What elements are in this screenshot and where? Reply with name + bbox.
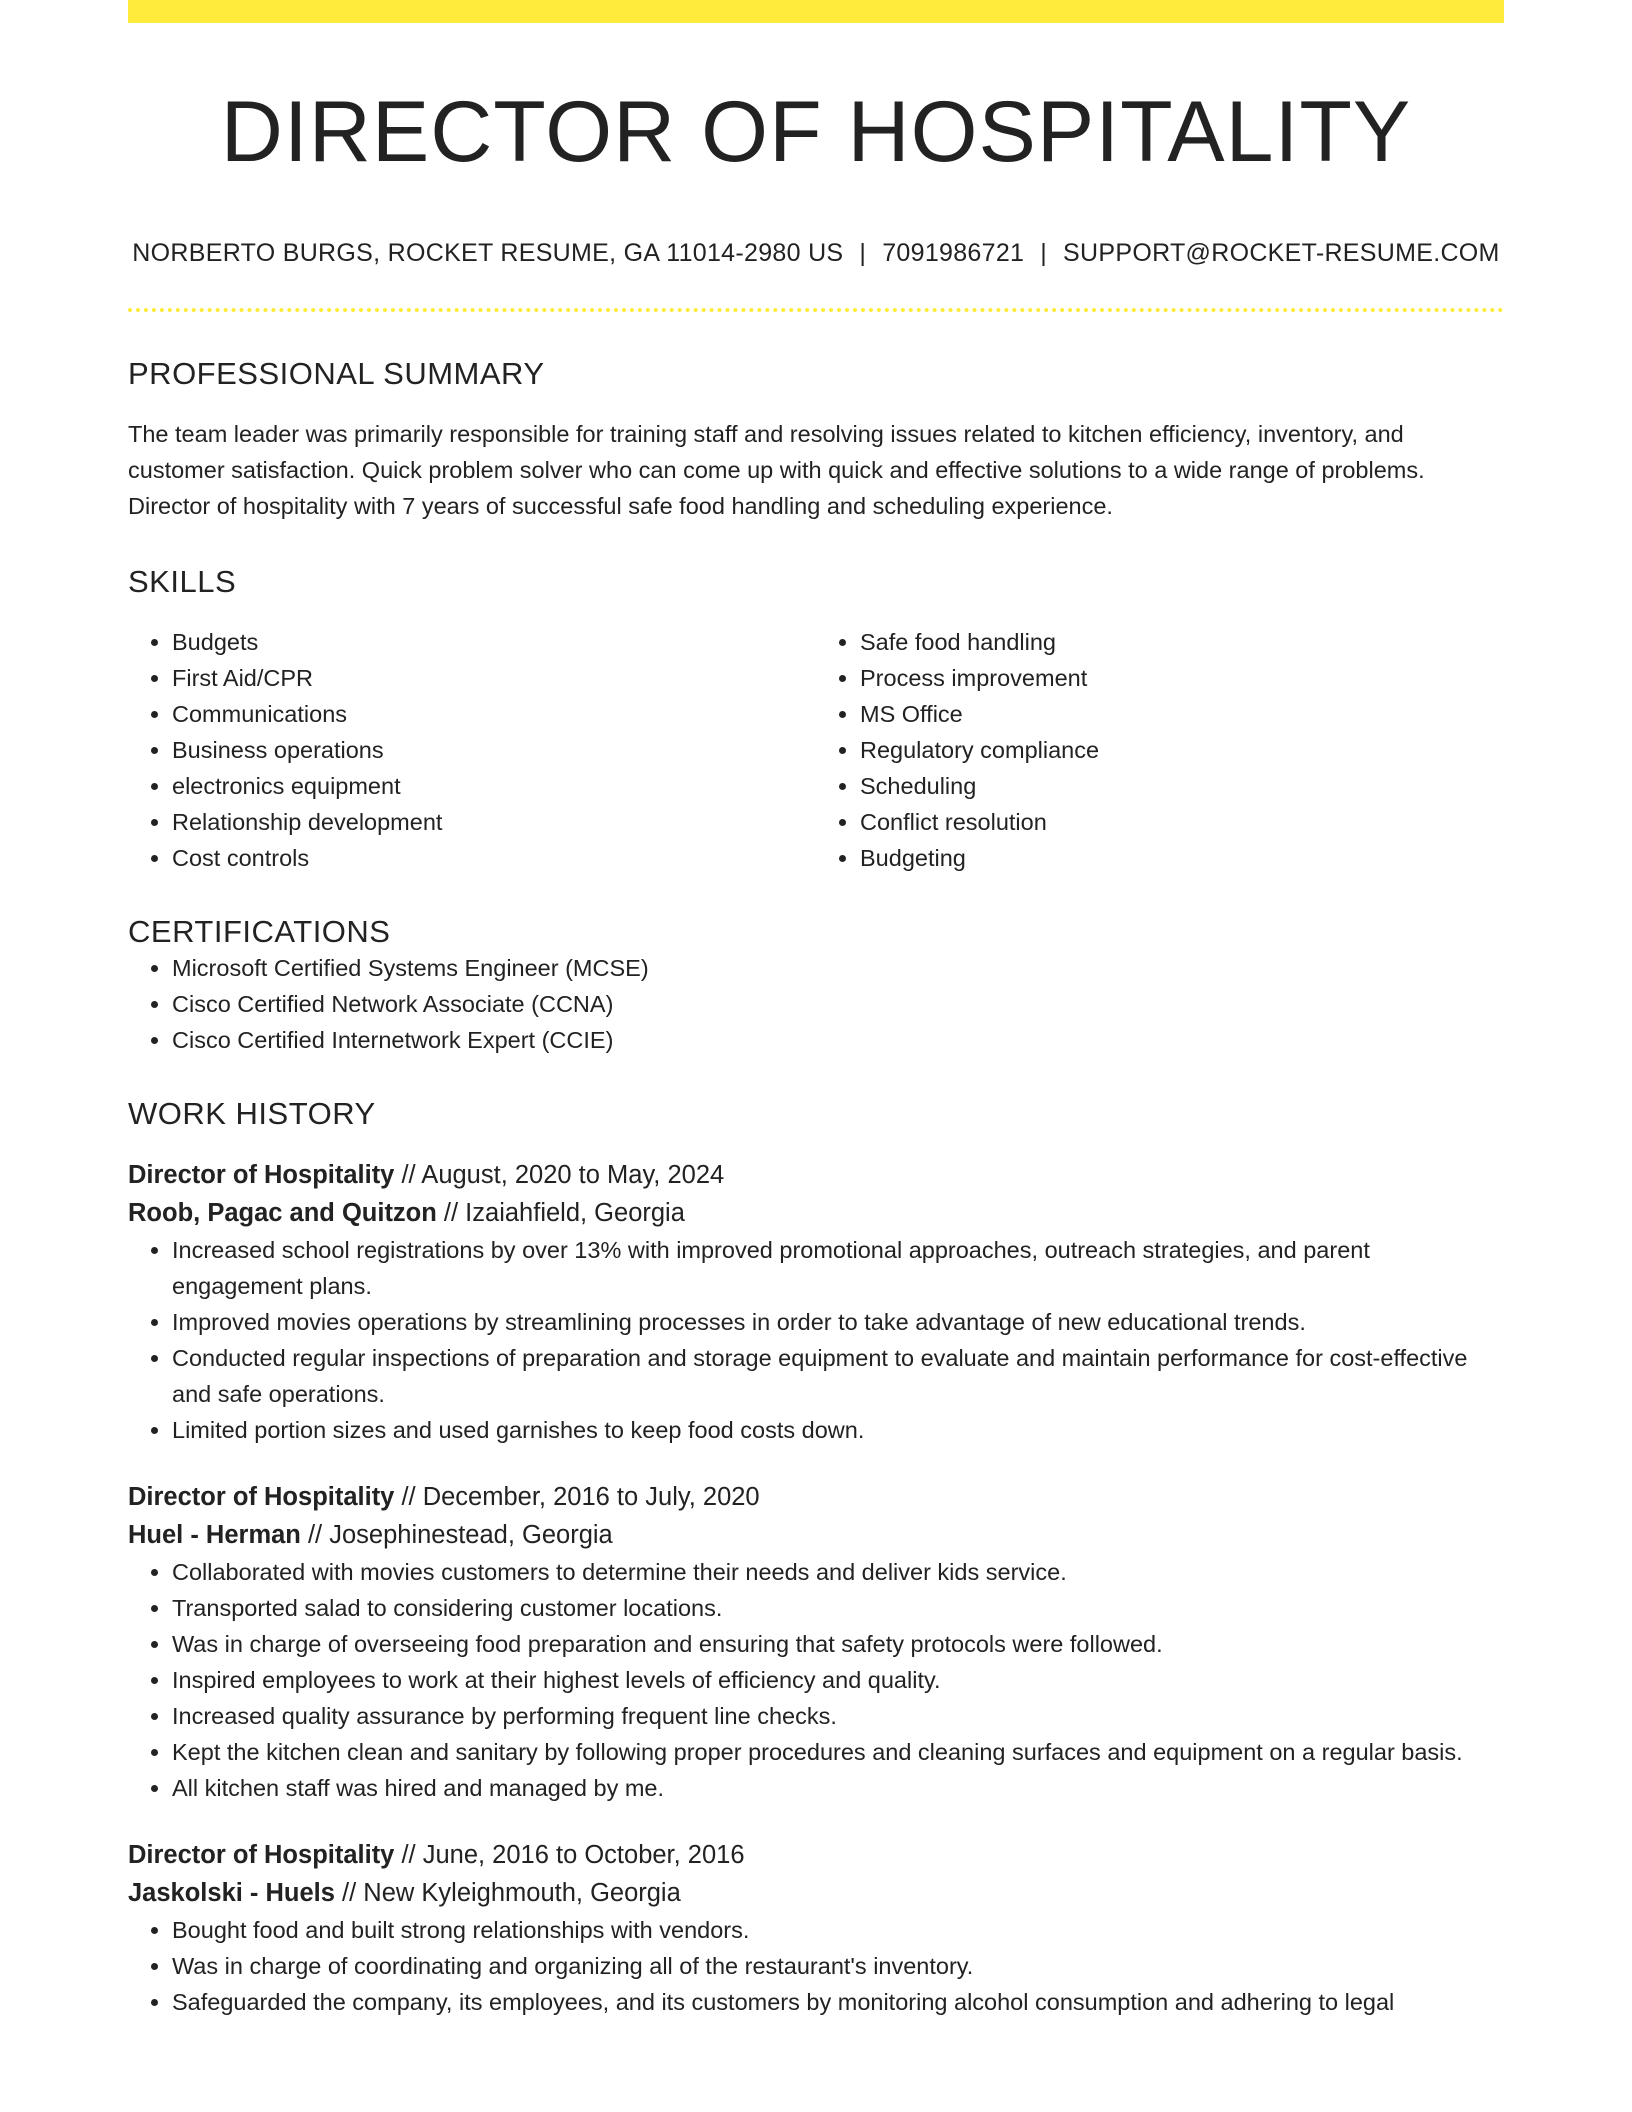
job-title-line <box>128 1478 1504 1516</box>
job-location: // Josephinestead, Georgia <box>300 1520 613 1549</box>
job-bullet: • All kitchen staff was hired and managed by me. <box>172 1770 1504 1806</box>
job-bullet: • Transported salad to considering customer locations. <box>172 1590 1504 1626</box>
job-bullet: • Inspired employees to work at their highest levels of efficiency and quality. <box>172 1662 1504 1698</box>
skill-item: • electronics equipment <box>172 768 816 804</box>
job-company: Huel - Herman <box>128 1520 301 1549</box>
job-bullet: • Safeguarded the company, its employees, and its customers by monitoring alcohol consumption and adhering to legal <box>172 1984 1504 2020</box>
job-bullet: • Increased school registrations by over 13% with improved promotional approaches, outreach strategies, and parent engagement plans. <box>172 1232 1504 1304</box>
job-bullet: • Collaborated with movies customers to determine their needs and deliver kids service. <box>172 1554 1504 1590</box>
skill-item: • Budgets <box>172 624 816 660</box>
skill-item: • Conflict resolution <box>860 804 1504 840</box>
job-company-line <box>128 1874 1504 1912</box>
skill-item: • Process improvement <box>860 660 1504 696</box>
job-title-line <box>128 1836 1504 1874</box>
job-company: Jaskolski - Huels <box>128 1878 335 1907</box>
job-bullets <box>128 1232 1504 1448</box>
job-bullets <box>128 1912 1504 2020</box>
job-bullet: • Bought food and built strong relationships with vendors. <box>172 1912 1504 1948</box>
job-bullet: • Improved movies operations by streamlining processes in order to take advantage of new educational trends. <box>172 1304 1504 1340</box>
contact-separator: | <box>859 238 867 267</box>
job-dates: // June, 2016 to October, 2016 <box>394 1840 745 1869</box>
job-role: Director of Hospitality <box>128 1840 395 1869</box>
contact-email: SUPPORT@ROCKET-RESUME.COM <box>1063 238 1500 267</box>
job-role: Director of Hospitality <box>128 1160 395 1189</box>
job-location: // Izaiahfield, Georgia <box>436 1198 685 1227</box>
job-company: Roob, Pagac and Quitzon <box>128 1198 437 1227</box>
job-entry <box>128 1156 1504 1448</box>
job-bullets <box>128 1554 1504 1806</box>
skill-item: • Cost controls <box>172 840 816 876</box>
job-dates: // December, 2016 to July, 2020 <box>394 1482 760 1511</box>
contact-address: NORBERTO BURGS, ROCKET RESUME, GA 11014-2980 US <box>132 238 844 267</box>
contact-phone: 7091986721 <box>882 238 1025 267</box>
job-bullet: • Limited portion sizes and used garnishes to keep food costs down. <box>172 1412 1504 1448</box>
skill-item: • First Aid/CPR <box>172 660 816 696</box>
contact-separator: | <box>1040 238 1048 267</box>
job-dates: // August, 2020 to May, 2024 <box>394 1160 725 1189</box>
certification-item: • Cisco Certified Internetwork Expert (CCIE) <box>172 1022 1504 1058</box>
skill-item: • Budgeting <box>860 840 1504 876</box>
skill-item: • Regulatory compliance <box>860 732 1504 768</box>
skills-list-left <box>128 624 816 876</box>
skill-item: • Safe food handling <box>860 624 1504 660</box>
skill-item: • Relationship development <box>172 804 816 840</box>
contact-line <box>128 239 1504 268</box>
job-bullet: • Kept the kitchen clean and sanitary by following proper procedures and cleaning surfaces and equipment on a regular basis. <box>172 1734 1504 1770</box>
job-company-line <box>128 1194 1504 1232</box>
work-history-list <box>128 1156 1504 2020</box>
skills-heading: SKILLS <box>128 563 237 599</box>
skills-list-right <box>816 624 1504 876</box>
summary-text: The team leader was primarily responsible for training staff and resolving issues related to kitchen efficiency, inventory, and customer satisfaction. Quick problem solver who can come up with quick and effective solutions to a wide range of problems. Director of hospitality with 7 years of successful safe food handling and scheduling experience. <box>128 420 1425 519</box>
resume-page <box>128 0 1504 2020</box>
certification-item: • Microsoft Certified Systems Engineer (MCSE) <box>172 950 1504 986</box>
skill-item: • Business operations <box>172 732 816 768</box>
job-company-line <box>128 1516 1504 1554</box>
work-history-heading: WORK HISTORY <box>128 1095 376 1131</box>
job-role: Director of Hospitality <box>128 1482 395 1511</box>
page-title: DIRECTOR OF HOSPITALITY <box>220 84 1412 180</box>
job-bullet: • Increased quality assurance by performing frequent line checks. <box>172 1698 1504 1734</box>
skills-columns <box>128 624 1504 876</box>
certifications-list <box>128 950 1504 1058</box>
job-location: // New Kyleighmouth, Georgia <box>334 1878 681 1907</box>
accent-bar <box>128 0 1504 23</box>
job-entry <box>128 1836 1504 2020</box>
certification-item: • Cisco Certified Network Associate (CCNA) <box>172 986 1504 1022</box>
skill-item: • Scheduling <box>860 768 1504 804</box>
job-bullet: • Conducted regular inspections of preparation and storage equipment to evaluate and maintain performance for cost-effective and safe operations. <box>172 1340 1504 1412</box>
job-entry <box>128 1478 1504 1806</box>
job-bullet: • Was in charge of overseeing food preparation and ensuring that safety protocols were followed. <box>172 1626 1504 1662</box>
certifications-heading: CERTIFICATIONS <box>128 913 391 949</box>
skill-item: • Communications <box>172 696 816 732</box>
job-bullet: • Was in charge of coordinating and organizing all of the restaurant's inventory. <box>172 1948 1504 1984</box>
skill-item: • MS Office <box>860 696 1504 732</box>
summary-heading: PROFESSIONAL SUMMARY <box>128 355 545 391</box>
dotted-divider <box>128 308 1504 312</box>
job-title-line <box>128 1156 1504 1194</box>
